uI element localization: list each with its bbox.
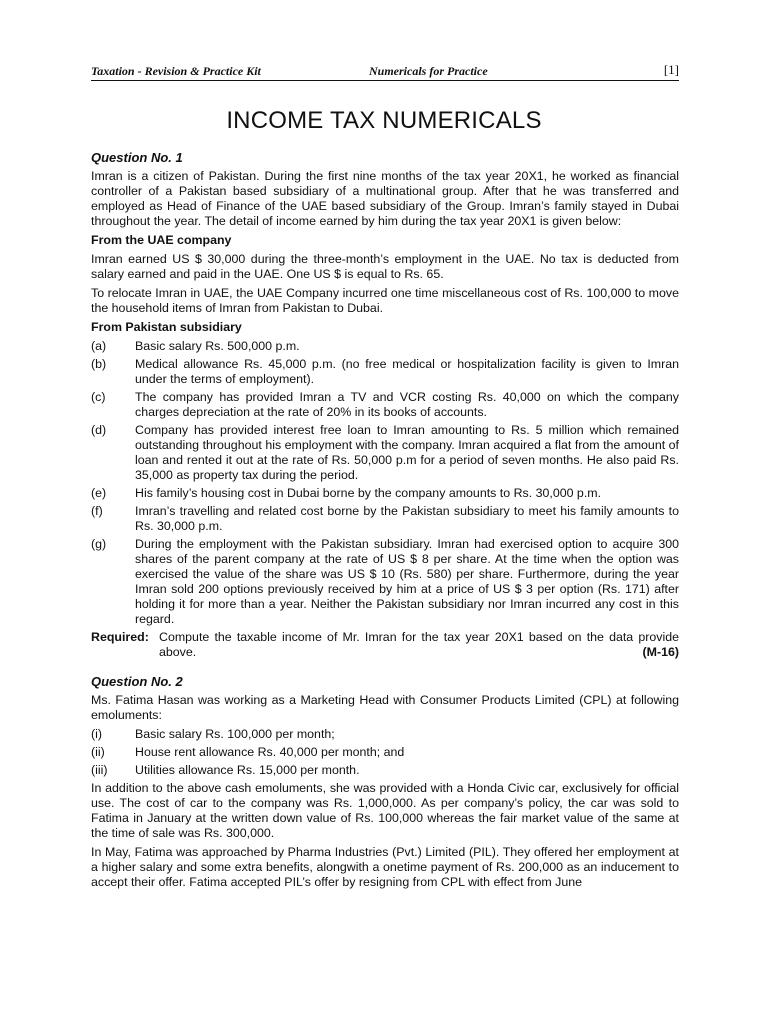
required-text: Compute the taxable income of Mr. Imran for the tax year 20X1 based on the data provide above.: [159, 630, 679, 659]
question-2-title: Question No. 2: [91, 674, 183, 689]
list-item-text: Company has provided interest free loan to Imran amounting to Rs. 5 million which remained outstanding throughout his employment with the company. Imran acquired a flat from the amount of loan and rented it out at the rate of Rs. 50,000 p.m for a period of seven months. He also paid Rs. 35,000 as property tax during the period.: [135, 423, 679, 482]
question-2-intro: Ms. Fatima Hasan was working as a Marketing Head with Consumer Products Limited (CPL) at following emoluments:: [91, 693, 679, 722]
header-section-title: Numericals for Practice: [369, 64, 488, 78]
pakistan-subsidiary-heading: From Pakistan subsidiary: [91, 320, 242, 334]
section-spacer: [91, 660, 679, 674]
list-item-label: (i): [91, 727, 103, 741]
header-book-title: Taxation - Revision & Practice Kit: [91, 64, 261, 78]
list-item-text: During the employment with the Pakistan subsidiary. Imran had exercised option to acquire 300 shares of the parent company at the rate of US $ 8 per share. At the time when the option was exercised the value of the share was US $ 10 (Rs. 580) per share. Furthermore, during the year Imran sold 200 options previously received by him at a price of US $ 3 per option (Rs. 171) after holding it for more than a year. Neither the Pakistan subsidiary nor Imran incurred any cost in this regard.: [135, 537, 679, 626]
list-item: [91, 339, 679, 354]
required-label: Required:: [91, 630, 149, 644]
list-item-label: (ii): [91, 745, 105, 759]
document-body: [91, 150, 679, 894]
question-1-title: Question No. 1: [91, 150, 183, 165]
list-item-label: (iii): [91, 763, 108, 777]
list-item: [91, 745, 679, 760]
header-page-number: [1]: [663, 62, 679, 77]
uae-company-heading: From the UAE company: [91, 233, 232, 247]
list-item-text: Basic salary Rs. 500,000 p.m.: [135, 339, 300, 353]
required-block: [91, 630, 679, 660]
list-item-text: His family’s housing cost in Dubai borne by the company amounts to Rs. 30,000 p.m.: [135, 486, 602, 500]
list-item-text: Basic salary Rs. 100,000 per month;: [135, 727, 335, 741]
list-item: [91, 486, 679, 501]
list-item: [91, 763, 679, 778]
list-item-label: (g): [91, 537, 107, 551]
list-item-text: House rent allowance Rs. 40,000 per month; and: [135, 745, 405, 759]
list-item: [91, 727, 679, 742]
list-item-text: Utilities allowance Rs. 15,000 per month.: [135, 763, 360, 777]
list-item: [91, 423, 679, 483]
list-item: [91, 390, 679, 420]
list-item-label: (a): [91, 339, 107, 353]
uae-paragraph-2: To relocate Imran in UAE, the UAE Company incurred one time miscellaneous cost of Rs. 100,000 to move the household items of Imran from Pakistan to Dubai.: [91, 286, 679, 315]
question-1-intro: Imran is a citizen of Pakistan. During the first nine months of the tax year 20X1, he worked as financial controller of a Pakistan based subsidiary of a multinational group. After that he was transferred and employed as Head of Finance of the UAE based subsidiary of the Group. Imran’s family stayed in Dubai throughout the year. The detail of income earned by him during the tax year 20X1 is given below:: [91, 169, 679, 228]
list-item-label: (f): [91, 504, 103, 518]
list-item: [91, 504, 679, 534]
list-item: [91, 537, 679, 627]
list-item-text: Imran’s travelling and related cost borne by the Pakistan subsidiary to meet his family amounts to Rs. 30,000 p.m.: [135, 504, 679, 533]
list-item-text: Medical allowance Rs. 45,000 p.m. (no free medical or hospitalization facility is given to Imran under the terms of employment).: [135, 357, 679, 386]
page-title: INCOME TAX NUMERICALS: [226, 107, 542, 134]
list-item-label: (e): [91, 486, 107, 500]
list-item-label: (d): [91, 423, 107, 437]
list-item-text: The company has provided Imran a TV and VCR costing Rs. 40,000 on which the company charges depreciation at the rate of 20% in its books of accounts.: [135, 390, 679, 419]
question-2-paragraph-2: In May, Fatima was approached by Pharma Industries (Pvt.) Limited (PIL). They offered her employment at a higher salary and some extra benefits, alongwith a onetime payment of Rs. 200,000 as an inducement to accept their offer. Fatima accepted PIL’s offer by resigning from CPL with effect from June: [91, 845, 679, 889]
running-header: [91, 62, 679, 81]
marks-reference: (M-16): [642, 645, 679, 659]
question-2-paragraph-1: In addition to the above cash emoluments, she was provided with a Honda Civic car, exclusively for official use. The cost of car to the company was Rs. 1,000,000. As per company’s policy, the car was sold to Fatima in January at the written down value of Rs. 100,000 whereas the fair market value of the same at the time of sale was Rs. 300,000.: [91, 781, 679, 840]
list-item: [91, 357, 679, 387]
list-item-label: (b): [91, 357, 107, 371]
list-item-label: (c): [91, 390, 106, 404]
uae-paragraph-1: Imran earned US $ 30,000 during the three-month’s employment in the UAE. No tax is deducted from salary earned and paid in the UAE. One US $ is equal to Rs. 65.: [91, 252, 679, 281]
